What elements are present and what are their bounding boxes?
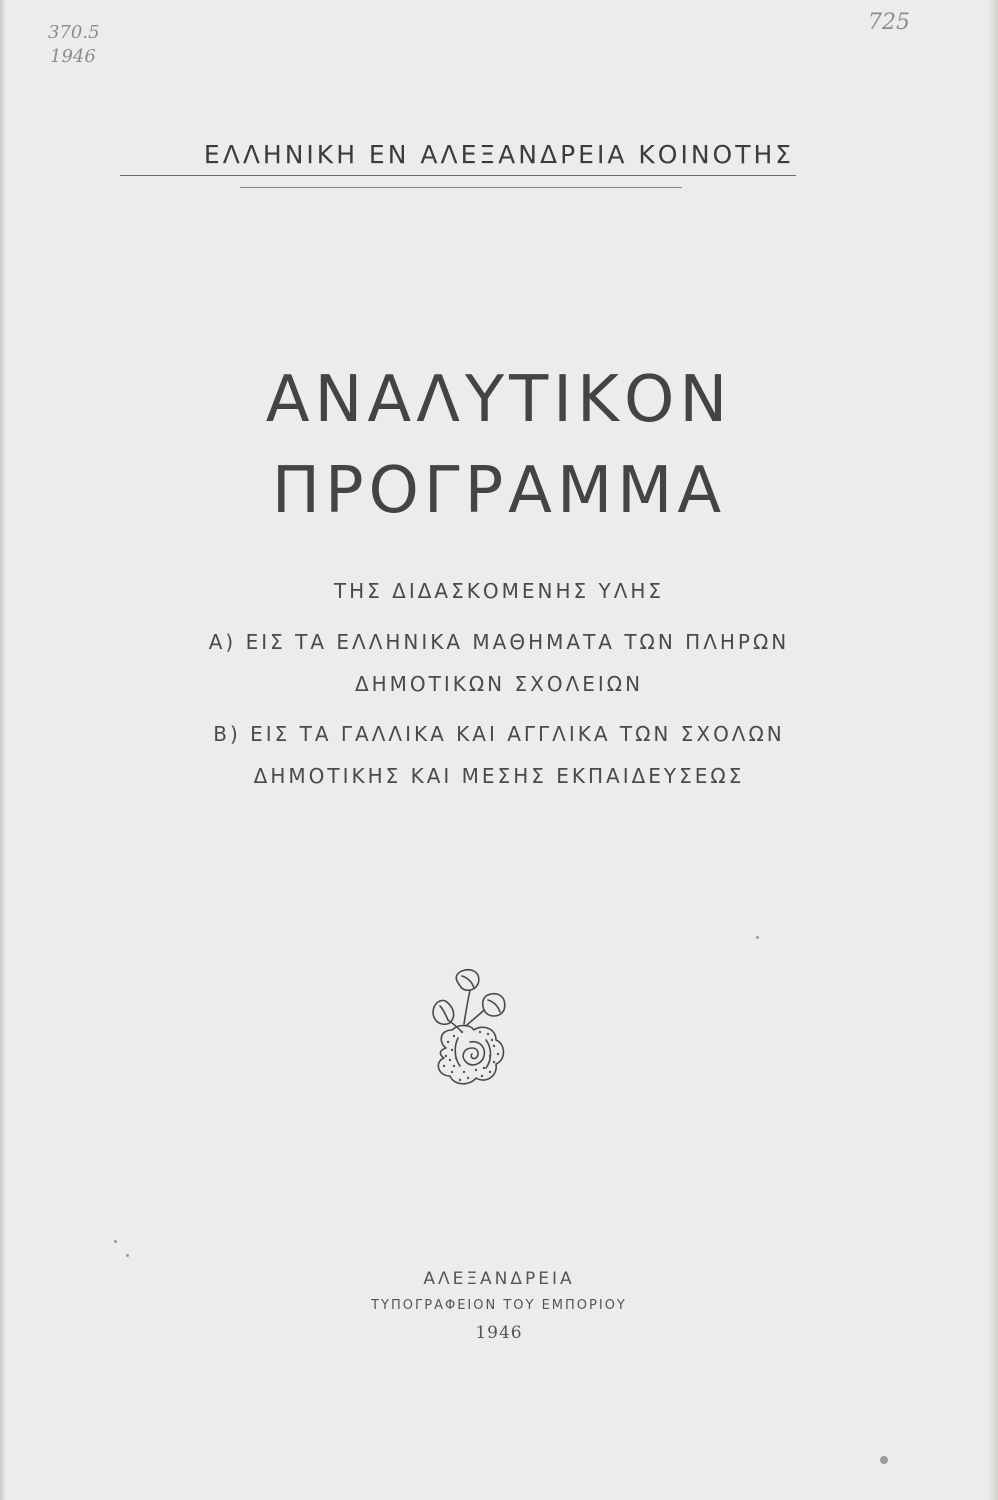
publisher-underline [120,175,796,176]
paper-speck [880,1456,888,1464]
subtitle-line-3: ΔΗΜΟΤΙΚΩΝ ΣΧΟΛΕΙΩΝ [354,672,644,696]
subtitle-line-1: ΤΗΣ ΔΙΔΑΣΚΟΜΕΝΗΣ ΥΛΗΣ [333,579,665,603]
subtitle-line-2: Α) ΕΙΣ ΤΑ ΕΛΛΗΝΙΚΑ ΜΑΘΗΜΑΤΑ ΤΩΝ ΠΛΗΡΩΝ [208,630,790,654]
publisher-line: ΕΛΛΗΝΙΚΗ ΕΝ ΑΛΕΞΑΝΔΡΕΙΑ ΚΟΙΝΟΤΗΣ [203,140,795,169]
handwritten-page-number: 725 [868,10,910,35]
imprint-city: ΑΛΕΞΑΝΔΡΕΙΑ [423,1269,575,1289]
handwritten-year-note: 1946 [50,46,96,67]
subtitle-line-5: ΔΗΜΟΤΙΚΗΣ ΚΑΙ ΜΕΣΗΣ ΕΚΠΑΙΔΕΥΣΕΩΣ [253,764,745,788]
publisher-thin-underline [240,187,682,188]
imprint-printer: ΤΥΠΟΓΡΑΦΕΙΟΝ ΤΟΥ ΕΜΠΟΡΙΟΥ [371,1298,627,1313]
paper-speck [126,1254,129,1257]
handwritten-call-number: 370.5 [48,22,100,43]
rose-ornament-icon [424,962,524,1112]
subtitle-line-4: Β) ΕΙΣ ΤΑ ΓΑΛΛΙΚΑ ΚΑΙ ΑΓΓΛΙΚΑ ΤΩΝ ΣΧΟΛΩΝ [213,722,785,746]
imprint-year: 1946 [475,1323,523,1343]
title-line-2: ΠΡΟΓΡΑΜΜΑ [271,454,727,528]
paper-speck [114,1240,117,1243]
paper-speck [756,936,759,939]
title-line-1: ΑΝΑΛΥΤΙΚΟΝ [265,363,733,437]
